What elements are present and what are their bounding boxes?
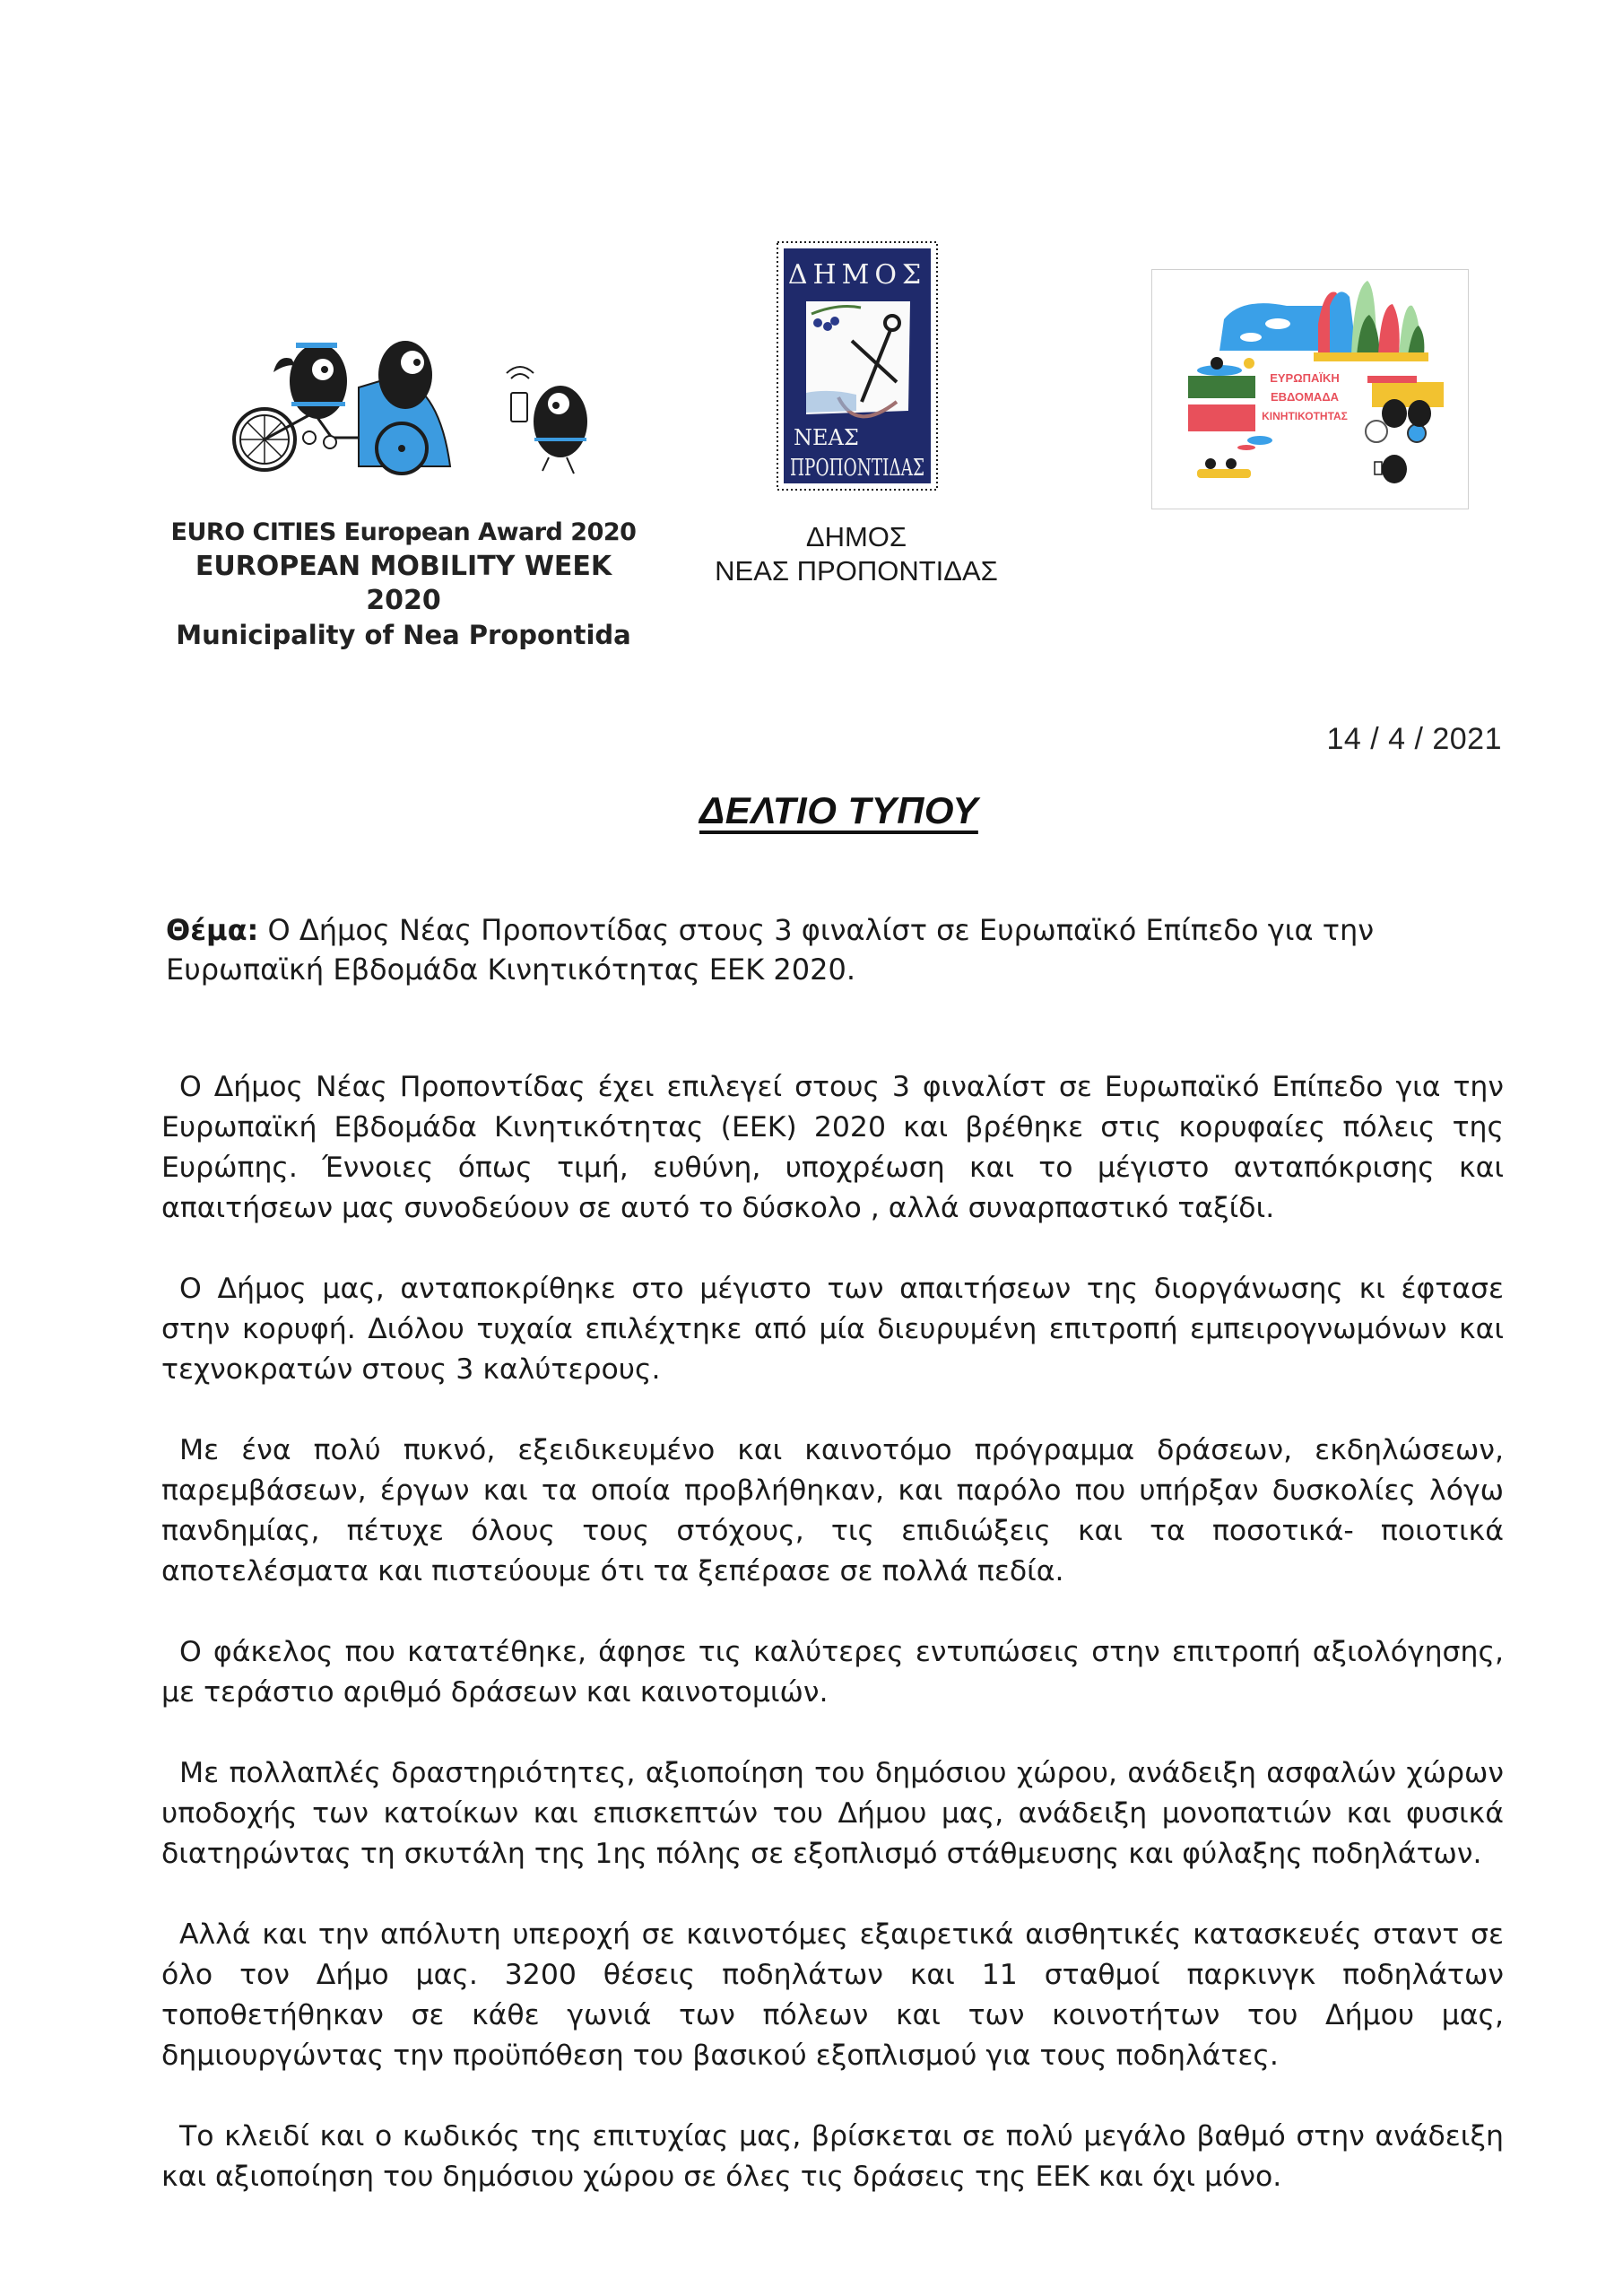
emblem-bottom-line1: ΝΕΑΣ [794, 425, 859, 450]
document-date: 14 / 4 / 2021 [1326, 722, 1502, 756]
municipality-caption-line2: ΝΕΑΣ ΠΡΟΠΟΝΤΙΔΑΣ [715, 555, 998, 587]
european-mobility-week-illustration-icon [1151, 269, 1469, 509]
subject-label: Θέμα: [166, 913, 259, 947]
press-release-body [161, 1067, 1504, 2238]
body-paragraph: Με πολλαπλές δραστηριότητες, αξιοποίηση του δημόσιου χώρου, ανάδειξη ασφαλών χώρων υποδοχής των κατοίκων και επισκεπτών του Δήμου μας, ανάδειξη μονοπατιών και φυσικά διατηρώντας τη σκυτάλη της 1ης πόλης σε εξοπλισμό στάθμευσης και φύλαξης ποδηλάτων. [161, 1757, 1504, 1870]
municipality-caption [681, 520, 1031, 588]
municipality-caption-line1: ΔΗΜΟΣ [805, 521, 907, 552]
subject-line [166, 910, 1511, 989]
emw-text-line2: ΕΒΔΟΜΑΔΑ [1270, 390, 1340, 404]
award-caption-line1: EURO CITIES European Award 2020 [170, 518, 637, 546]
cyclist-mascots-logo-icon [215, 323, 592, 484]
emblem-bottom-line2: ΠΡΟΠΟΝΤΙΔΑΣ [790, 455, 924, 482]
subject-text: Ο Δήμος Νέας Προποντίδας στους 3 φιναλίστ σε Ευρωπαϊκό Επίπεδο για την Ευρωπαϊκή Εβδομάδα Κινητικότητας ΕΕΚ 2020. [166, 913, 1375, 987]
award-caption-line2: EUROPEAN MOBILITY WEEK 2020 [195, 551, 612, 616]
award-caption [161, 516, 646, 652]
body-paragraph: Ο φάκελος που κατατέθηκε, άφησε τις καλύτερες εντυπώσεις στην επιτροπή αξιολόγησης, με τεράστιο αριθμό δράσεων και καινοτομιών. [161, 1636, 1504, 1709]
emblem-top-text: ΔΗΜΟΣ [787, 259, 927, 291]
page-title: ΔΕΛΤΙΟ ΤΥΠΟΥ [699, 789, 978, 831]
body-paragraph: Το κλειδί και ο κωδικός της επιτυχίας μας, βρίσκεται σε πολύ μεγάλο βαθμό στην ανάδειξη και αξιοποίηση του δημόσιου χώρου σε όλες τις δράσεις της ΕΕΚ και όχι μόνο. [161, 2120, 1504, 2193]
body-paragraph: Με ένα πολύ πυκνό, εξειδικευμένο και καινοτόμο πρόγραμμα δράσεων, εκδηλώσεων, παρεμβάσεων, έργων και τα οποία προβλήθηκαν, και παρόλο που υπήρξαν δυσκολίες λόγω πανδημίας, πέτυχε όλους τους στόχους, τις επιδιώξεις και τα ποσοτικά- ποιοτικά αποτελέσματα και πιστεύουμε ότι τα ξεπέρασε σε πολλά πεδία. [161, 1434, 1504, 1587]
municipality-anchor-emblem-icon [776, 240, 939, 491]
emw-text-line3: ΚΙΝΗΤΙΚΟΤΗΤΑΣ [1262, 410, 1348, 422]
body-paragraph: Ο Δήμος μας, ανταποκρίθηκε στο μέγιστο των απαιτήσεων της διοργάνωσης κι έφτασε στην κορυφή. Διόλου τυχαία επιλέχτηκε από μία διευρυμένη επιτροπή εμπειρογνωμόνων και τεχνοκρατών στους 3 καλύτερους. [161, 1273, 1504, 1386]
rider-mascot [273, 343, 347, 419]
emw-text-line1: ΕΥΡΩΠΑΪΚΗ [1270, 371, 1340, 385]
award-caption-line3: Municipality of Nea Propontida [176, 620, 631, 650]
phone-mascot [507, 367, 587, 474]
bike-front-wheel [377, 423, 427, 474]
body-paragraph: Αλλά και την απόλυτη υπεροχή σε καινοτόμες εξαιρετικά αισθητικές κατασκευές σταντ σε όλο τον Δήμο μας. 3200 θέσεις ποδηλάτων και 11 σταθμοί παρκινγκ ποδηλάτων τοποθετήθηκαν σε κάθε γωνιά των πόλεων και των κοινοτήτων του Δήμου μας, δημιουργώντας την προϋπόθεση του βασικού εξοπλισμού για τους ποδηλάτες. [161, 1918, 1504, 2072]
body-paragraph: Ο Δήμος Νέας Προποντίδας έχει επιλεγεί στους 3 φιναλίστ σε Ευρωπαϊκό Επίπεδο για την Ευρωπαϊκή Εβδομάδα Κινητικότητας (ΕΕΚ) 2020 και βρέθηκε στις κορυφαίες πόλεις της Ευρώπης. Έννοιες όπως τιμή, ευθύνη, υποχρέωση και το μέγιστο ανταπόκρισης και απαιτήσεων μας συνοδεύουν σε αυτό το δύσκολο , αλλά συναρπαστικό ταξίδι. [161, 1071, 1504, 1224]
passenger-mascot [378, 341, 432, 409]
